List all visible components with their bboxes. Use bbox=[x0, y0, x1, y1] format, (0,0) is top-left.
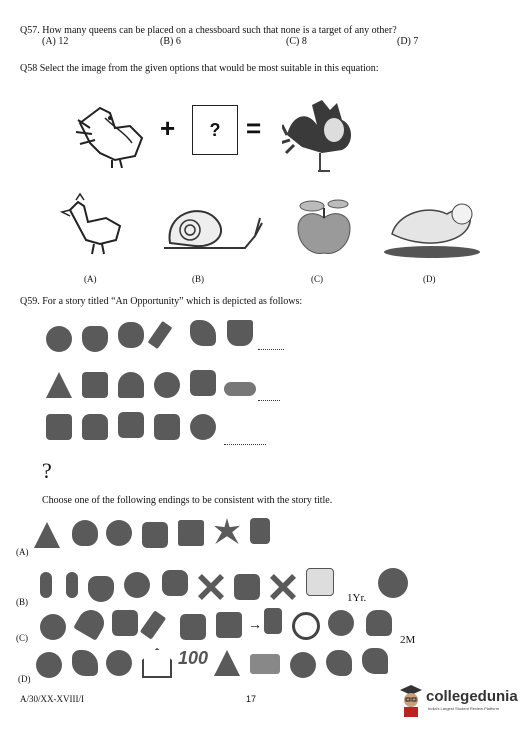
option-a-label: (A) bbox=[16, 547, 29, 557]
thinking-face-icon bbox=[36, 652, 62, 678]
money-bills-icon bbox=[250, 654, 280, 674]
tornado-icon bbox=[162, 570, 188, 596]
mobile-phone-off-icon bbox=[250, 518, 270, 544]
person-gesturing-icon bbox=[106, 650, 132, 676]
one-year-text: 1Yr. bbox=[347, 592, 367, 604]
trophy-icon bbox=[227, 320, 253, 346]
q57-option-c: (C) 8 bbox=[286, 36, 307, 47]
footer-code: A/30/XX-XVIII/I bbox=[20, 694, 84, 704]
broken-heart-icon bbox=[88, 576, 114, 602]
cross-mark-icon bbox=[270, 574, 296, 600]
movie-camera-icon bbox=[154, 414, 180, 440]
choose-instruction: Choose one of the following endings to be consistent with the story title. bbox=[42, 495, 333, 506]
microphone-icon bbox=[73, 605, 109, 641]
q57-text: Q57. How many queens can be placed on a chessboard such that none is a target of any other? bbox=[20, 25, 397, 36]
snake-icon bbox=[362, 648, 388, 674]
volcano-icon bbox=[34, 522, 60, 548]
musical-score-icon bbox=[112, 610, 138, 636]
praying-hands-icon bbox=[118, 372, 144, 398]
page-number: 17 bbox=[246, 694, 257, 704]
cross-mark-icon bbox=[198, 574, 224, 600]
q58-option-b-label: (B) bbox=[192, 274, 204, 284]
palette-icon bbox=[118, 322, 144, 348]
face-icon bbox=[46, 326, 72, 352]
q58-option-a-label: (A) bbox=[84, 274, 97, 284]
story-question-mark: ? bbox=[42, 458, 52, 483]
movie-camera-icon bbox=[234, 574, 260, 600]
ear-icon bbox=[326, 650, 352, 676]
thumbs-up-icon bbox=[366, 610, 392, 636]
mailbox-icon bbox=[82, 414, 108, 440]
rooster-outline-image bbox=[70, 98, 150, 168]
q57-option-d: (D) 7 bbox=[397, 36, 419, 47]
person-thinking-icon bbox=[124, 572, 150, 598]
heart-icon bbox=[82, 326, 108, 352]
q59-text: Q59. For a story titled “An Opportunity” which is depicted as follows: bbox=[20, 296, 303, 307]
logo-name: collegedunia bbox=[426, 688, 518, 705]
church-icon bbox=[142, 648, 172, 678]
hundred-points-icon: 100 bbox=[178, 648, 209, 668]
flexed-biceps-icon bbox=[72, 650, 98, 676]
two-million-text: 2M bbox=[400, 634, 416, 646]
equals-sign: = bbox=[246, 113, 262, 143]
sad-face-icon bbox=[378, 568, 408, 598]
q57-option-b: (B) 6 bbox=[160, 36, 181, 47]
blank-line bbox=[224, 442, 266, 445]
arrow-right-icon: → bbox=[248, 618, 262, 633]
clock-icon bbox=[292, 612, 320, 640]
walking-person-icon bbox=[66, 572, 78, 598]
gift-box-icon bbox=[118, 412, 144, 438]
person-crying-icon bbox=[328, 610, 354, 636]
q58-option-c-label: (C) bbox=[311, 274, 323, 284]
dvd-player-icon bbox=[216, 612, 242, 638]
q57-option-a: (A) 12 bbox=[42, 36, 69, 47]
plus-sign: + bbox=[160, 113, 176, 143]
apple-option-image bbox=[290, 198, 358, 260]
option-d-label: (D) bbox=[18, 674, 31, 684]
smiling-face-icon bbox=[40, 614, 66, 640]
walking-person-icon bbox=[40, 572, 52, 598]
unknown-box: ? bbox=[192, 105, 238, 155]
blank-line bbox=[258, 347, 284, 350]
angry-devil-face-icon bbox=[106, 520, 132, 546]
q58-option-d-label: (D) bbox=[423, 274, 436, 284]
city-dusk-icon bbox=[46, 414, 72, 440]
q58-text: Q58 Select the image from the given options that would be most suitable in this equation: bbox=[20, 63, 379, 74]
swan-option-image bbox=[382, 194, 482, 262]
snail-option-image bbox=[160, 198, 270, 256]
person-icon bbox=[190, 414, 216, 440]
option-c-label: (C) bbox=[16, 633, 28, 643]
flexed-biceps-icon bbox=[190, 320, 216, 346]
calendar-icon bbox=[306, 568, 334, 596]
mobile-phone-icon bbox=[264, 608, 282, 634]
christmas-tree-icon bbox=[46, 372, 72, 398]
rooster-filled-image bbox=[282, 95, 362, 173]
gift-box-icon bbox=[190, 370, 216, 396]
night-city-icon bbox=[82, 372, 108, 398]
logo-tagline: India's Largest Student Review Platform bbox=[428, 706, 500, 711]
explosion-icon bbox=[214, 518, 240, 544]
christmas-tree-icon bbox=[214, 650, 240, 676]
movie-camera-icon bbox=[142, 522, 168, 548]
movie-camera-icon bbox=[180, 614, 206, 640]
santa-face-icon bbox=[154, 372, 180, 398]
hen-option-image bbox=[58, 192, 128, 257]
hammer-and-wrench-icon bbox=[178, 520, 204, 546]
jack-o-lantern-icon bbox=[290, 652, 316, 678]
guitar-icon bbox=[148, 321, 173, 349]
graduate-mascot-icon bbox=[398, 684, 424, 718]
blank-line bbox=[258, 398, 280, 401]
option-b-label: (B) bbox=[16, 597, 28, 607]
bicycle-icon bbox=[224, 382, 256, 396]
fire-icon bbox=[72, 520, 98, 546]
guitar-icon bbox=[140, 610, 166, 639]
